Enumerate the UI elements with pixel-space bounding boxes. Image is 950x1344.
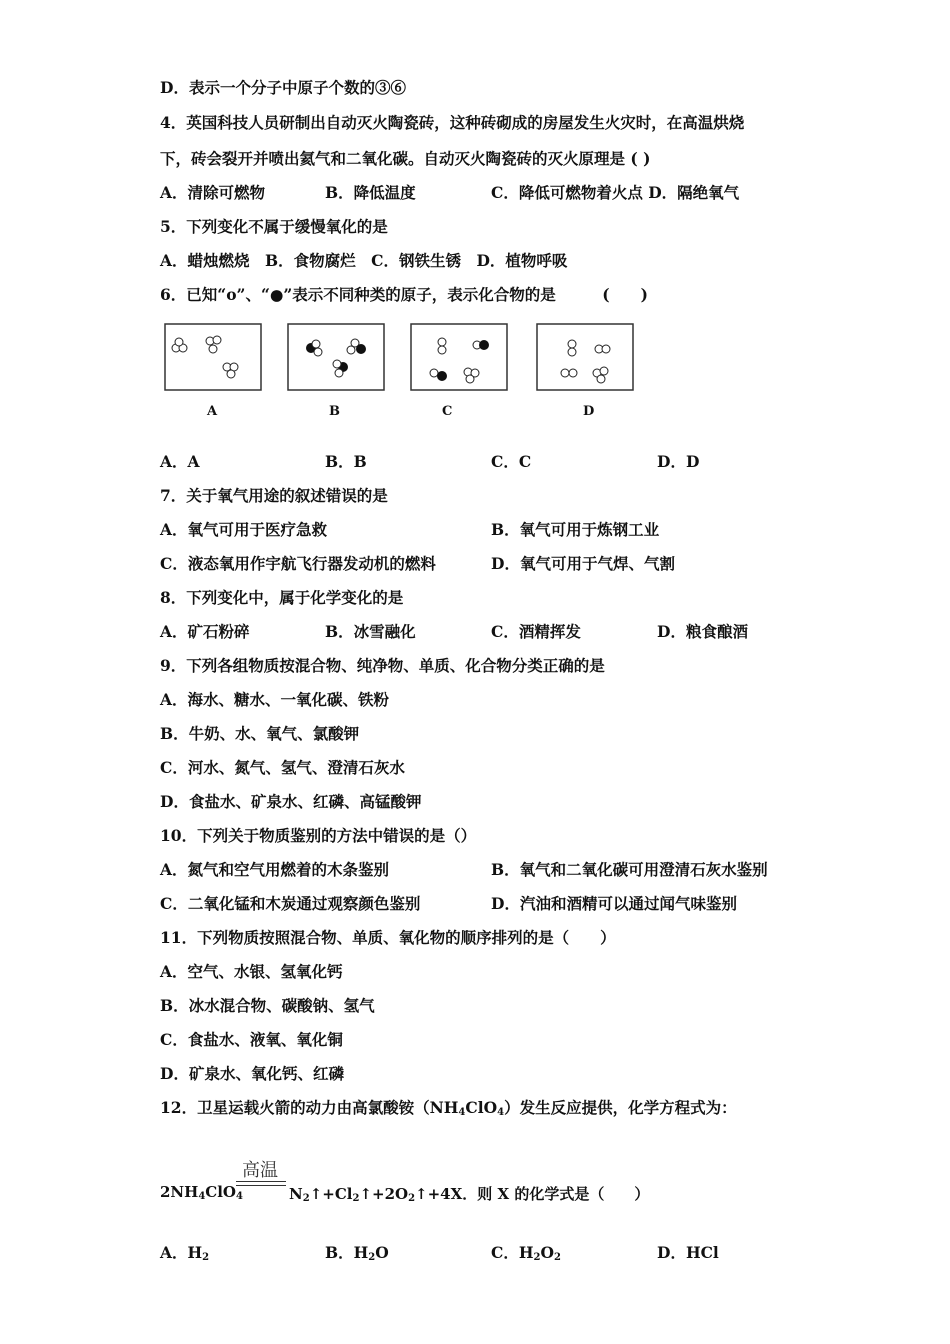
- figure-label-d: D: [583, 404, 595, 419]
- q9-option-b: B．牛奶、水、氧气、氯酸钾: [160, 724, 360, 743]
- q7-option-a: A．氧气可用于医疗急救: [160, 520, 328, 539]
- q11-option-a: A．空气、水银、氢氧化钙: [160, 962, 343, 981]
- q7-option-c: C．液态氧用作宇航飞行器发动机的燃料: [160, 554, 436, 573]
- q4-stem-1: 4．英国科技人员研制出自动灭火陶瓷砖，这种砖砌成的房屋发生火灾时，在高温烘烧: [160, 113, 745, 132]
- q12-option-d: D．HCl: [657, 1243, 719, 1262]
- reaction-condition: 高温: [242, 1160, 278, 1181]
- q6-option-b: B．B: [325, 452, 367, 471]
- q8-stem: 8．下列变化中，属于化学变化的是: [160, 588, 404, 607]
- figure-box-d: [536, 323, 634, 391]
- q11-option-b: B．冰水混合物、碳酸钠、氢气: [160, 996, 375, 1015]
- figure-label-c: C: [442, 404, 453, 419]
- q10-option-b: B．氧气和二氧化碳可用澄清石灰水鉴别: [491, 860, 768, 879]
- figure-box-a: [164, 323, 262, 391]
- q12-option-b: B．$H_2O$: [325, 1243, 389, 1263]
- q9-option-d: D．食盐水、矿泉水、红磷、高锰酸钾: [160, 792, 422, 811]
- q6-option-d: D．D: [657, 452, 700, 471]
- q5-options: A．蜡烛燃烧 B．食物腐烂 C．钢铁生锈 D．植物呼吸: [160, 251, 568, 270]
- q7-stem: 7．关于氧气用途的叙述错误的是: [160, 486, 388, 505]
- q8-option-c: C．酒精挥发: [491, 622, 581, 641]
- equation-line-bottom: [236, 1185, 286, 1186]
- figure-label-a: A: [207, 404, 218, 419]
- reaction-equation: [160, 1150, 860, 1210]
- q6-stem: 6．已知“o”、“●”表示不同种类的原子，表示化合物的是 ( ): [160, 285, 648, 304]
- q4-option-a: A．清除可燃物: [160, 183, 266, 202]
- q12-option-a: A．$H_2$: [160, 1243, 210, 1263]
- figure-box-c: [410, 323, 508, 391]
- q12-option-c: C．$H_2O_2$: [491, 1243, 561, 1263]
- equation-line-top: [236, 1181, 286, 1182]
- q4-option-b: B．降低温度: [325, 183, 416, 202]
- q12-stem: 12．卫星运载火箭的动力由高氯酸铵$(NH_4ClO_4)$发生反应提供，化学方程式为：: [160, 1098, 737, 1118]
- equation-products: $N_2↑+Cl_2↑+2O_2↑+4X$．则 X 的化学式是（ ）: [289, 1185, 650, 1204]
- q10-option-a: A．氮气和空气用燃着的木条鉴别: [160, 860, 390, 879]
- q9-option-a: A．海水、糖水、一氧化碳、铁粉: [160, 690, 390, 709]
- q11-option-d: D．矿泉水、氧化钙、红磷: [160, 1064, 344, 1083]
- equation-reactant: $2NH_4ClO_4$: [160, 1183, 243, 1202]
- q10-option-d: D．汽油和酒精可以通过闻气味鉴别: [491, 894, 737, 913]
- q9-option-c: C．河水、氮气、氢气、澄清石灰水: [160, 758, 405, 777]
- q9-stem: 9．下列各组物质按混合物、纯净物、单质、化合物分类正确的是: [160, 656, 605, 675]
- q6-option-a: A．A: [160, 452, 200, 471]
- figure-box-b: [287, 323, 385, 391]
- q4-option-cd: C．降低可燃物着火点 D．隔绝氧气: [491, 183, 740, 202]
- q4-stem-2: 下，砖会裂开并喷出氦气和二氧化碳。自动灭火陶瓷砖的灭火原理是 ( ): [160, 149, 651, 168]
- q8-option-b: B．冰雪融化: [325, 622, 416, 641]
- q11-stem: 11．下列物质按照混合物、单质、氧化物的顺序排列的是（ ）: [160, 928, 616, 947]
- q8-option-d: D．粮食酿酒: [657, 622, 748, 641]
- q3-option-d: D．表示一个分子中原子个数的③⑥: [160, 78, 406, 97]
- q8-option-a: A．矿石粉碎: [160, 622, 250, 641]
- figure-label-b: B: [329, 404, 340, 419]
- q10-option-c: C．二氧化锰和木炭通过观察颜色鉴别: [160, 894, 421, 913]
- q11-option-c: C．食盐水、液氧、氧化铜: [160, 1030, 343, 1049]
- q7-option-d: D．氧气可用于气焊、气割: [491, 554, 675, 573]
- q10-stem: 10．下列关于物质鉴别的方法中错误的是（）: [160, 826, 477, 845]
- q5-stem: 5．下列变化不属于缓慢氧化的是: [160, 217, 388, 236]
- q6-option-c: C．C: [491, 452, 532, 471]
- q7-option-b: B．氧气可用于炼钢工业: [491, 520, 660, 539]
